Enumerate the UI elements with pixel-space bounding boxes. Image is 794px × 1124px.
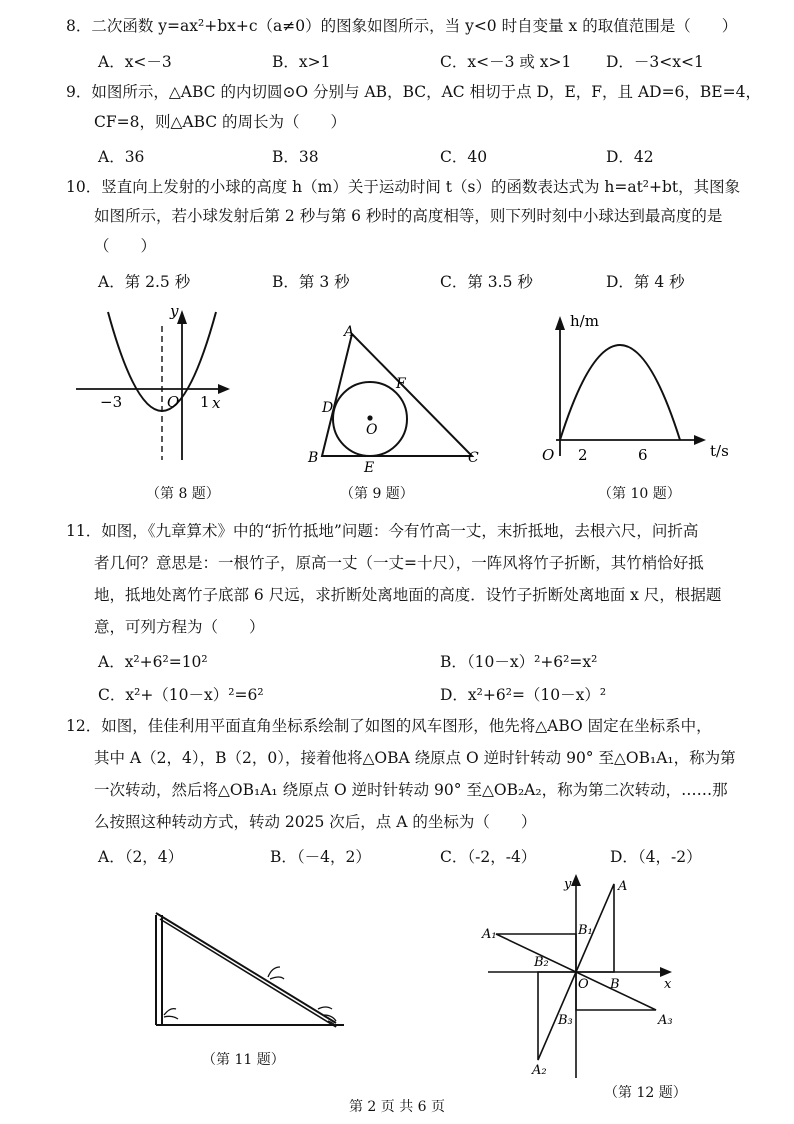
origin-label: O: [167, 393, 180, 411]
q8-stem: 8．二次函数 y=ax²+bx+c（a≠0）的图象如图所示，当 y<0 时自变量 x 的取值范围是（ ）: [66, 17, 738, 35]
label-e: E: [364, 460, 375, 476]
q8-option-d[interactable]: D．－3<x<1: [606, 53, 704, 71]
q9-option-b[interactable]: B．38: [272, 148, 319, 166]
q9-option-c[interactable]: C．40: [440, 148, 488, 166]
label-a: A: [618, 879, 628, 894]
q12-option-a[interactable]: A．（2，4）: [98, 848, 184, 866]
figure-12-pinwheel: [478, 868, 698, 1083]
tick-neg3: −3: [100, 393, 123, 411]
figure-9-triangle: [300, 320, 490, 476]
q9-line2: CF=8，则△ABC 的周长为（ ）: [94, 113, 347, 131]
leaf-icon: [164, 1009, 178, 1019]
tick-1: 1: [200, 393, 210, 411]
q8-option-b[interactable]: B．x>1: [272, 53, 331, 71]
h-axis-arrow-icon: [555, 316, 565, 330]
label-a3: A₃: [658, 1013, 673, 1028]
label-d: D: [322, 400, 334, 416]
y-label: y: [170, 302, 179, 320]
q10-option-c[interactable]: C．第 3.5 秒: [440, 273, 533, 291]
q11-option-b[interactable]: B．（10－x）²+6²=x²: [440, 653, 598, 671]
q12-line3: 一次转动，然后将△OB₁A₁ 绕原点 O 逆时针转动 90° 至△OB₂A₂，称为第二次转动，……那: [94, 781, 728, 799]
label-b1: B₁: [578, 923, 593, 938]
q9-option-a[interactable]: A．36: [98, 148, 145, 166]
t-axis-arrow-icon: [694, 435, 706, 445]
q11-line4: 意，可列方程为（ ）: [94, 618, 265, 636]
q11-line3: 地，抵地处离竹子底部 6 尺远，求折断处离地面的高度．设竹子折断处离地面 x 尺，根据题: [94, 586, 722, 604]
q10-option-b[interactable]: B．第 3 秒: [272, 273, 350, 291]
page-footer: 第 2 页 共 6 页: [348, 1099, 446, 1115]
figure-8-parabola: [68, 300, 248, 470]
label-f: F: [396, 376, 406, 392]
figure-11-bamboo: [150, 905, 350, 1035]
h-label: h/m: [570, 312, 599, 330]
q12-line4: 么按照这种转动方式，转动 2025 次后，点 A 的坐标为（ ）: [94, 813, 537, 831]
q9-line1: 9．如图所示，△ABC 的内切圆⊙O 分别与 AB，BC，AC 相切于点 D，E，F，且 AD=6，BE=4，: [66, 83, 761, 101]
label-y: y: [564, 877, 572, 892]
figure-9-caption: （第 9 题）: [340, 486, 414, 502]
q11-option-d[interactable]: D．x²+6²=（10－x）²: [440, 686, 607, 704]
figure-12-caption: （第 12 题）: [604, 1085, 687, 1101]
bamboo-broken-top: [156, 913, 336, 1023]
x-label: x: [212, 394, 221, 412]
q12-line2: 其中 A（2，4），B（2，0），接着他将△OBA 绕原点 O 逆时针转动 90° 至△OB₁A₁，称为第: [94, 749, 736, 767]
q11-line2: 者几何？意思是：一根竹子，原高一丈（一丈=十尺），一阵风将竹子折断，其竹梢恰好抵: [94, 554, 704, 572]
q11-line1: 11．如图，《九章算术》中的“折竹抵地”问题：今有竹高一丈，末折抵地，去根六尺，问折高: [66, 522, 699, 540]
figure-11-caption: （第 11 题）: [202, 1052, 285, 1068]
q12-option-b[interactable]: B．（－4，2）: [270, 848, 371, 866]
height-curve: [560, 345, 680, 440]
y-axis-arrow-icon: [571, 874, 581, 886]
label-a1: A₁: [482, 927, 497, 942]
figure-8-caption: （第 8 题）: [146, 486, 220, 502]
q8-option-a[interactable]: A．x<－3: [98, 53, 172, 71]
q10-option-d[interactable]: D．第 4 秒: [606, 273, 685, 291]
y-axis-arrow-icon: [177, 310, 187, 324]
q12-option-d[interactable]: D．（4，-2）: [610, 848, 702, 866]
q9-option-d[interactable]: D．42: [606, 148, 654, 166]
q8-option-c[interactable]: C．x<－3 或 x>1: [440, 53, 572, 71]
leaf-icon: [268, 967, 284, 979]
label-b: B: [308, 450, 319, 466]
x-axis-arrow-icon: [218, 384, 230, 394]
label-x: x: [664, 977, 672, 992]
label-o: O: [366, 422, 378, 438]
q11-option-c[interactable]: C．x²+（10－x）²=6²: [98, 686, 264, 704]
label-b: B: [610, 977, 620, 992]
q11-option-a[interactable]: A．x²+6²=10²: [98, 653, 208, 671]
q12-line1: 12．如图，佳佳利用平面直角坐标系绘制了如图的风车图形，他先将△ABO 固定在坐标系中，: [66, 717, 712, 735]
label-o: O: [578, 977, 589, 992]
q10-line2: 如图所示，若小球发射后第 2 秒与第 6 秒时的高度相等，则下列时刻中小球达到最高度的是: [94, 207, 723, 225]
bamboo-broken-inner: [160, 919, 336, 1027]
figure-10-caption: （第 10 题）: [598, 486, 681, 502]
q10-line1: 10．竖直向上发射的小球的高度 h（m）关于运动时间 t（s）的函数表达式为 h=at²+bt，其图象: [66, 178, 741, 196]
figure-10-height-graph: [530, 308, 750, 468]
label-a: A: [344, 324, 355, 340]
center-point: [367, 415, 372, 420]
label-b3: B₃: [558, 1013, 573, 1028]
label-a2: A₂: [532, 1063, 547, 1078]
label-c: C: [468, 450, 479, 466]
q10-option-a[interactable]: A．第 2.5 秒: [98, 273, 191, 291]
q10-line3: （ ）: [94, 237, 157, 255]
label-b2: B₂: [534, 955, 549, 970]
tick-6: 6: [638, 446, 648, 464]
x-axis-arrow-icon: [660, 967, 672, 977]
tick-2: 2: [578, 446, 588, 464]
origin-label: O: [542, 446, 555, 464]
t-label: t/s: [710, 442, 729, 460]
q12-option-c[interactable]: C．（-2，-4）: [440, 848, 537, 866]
